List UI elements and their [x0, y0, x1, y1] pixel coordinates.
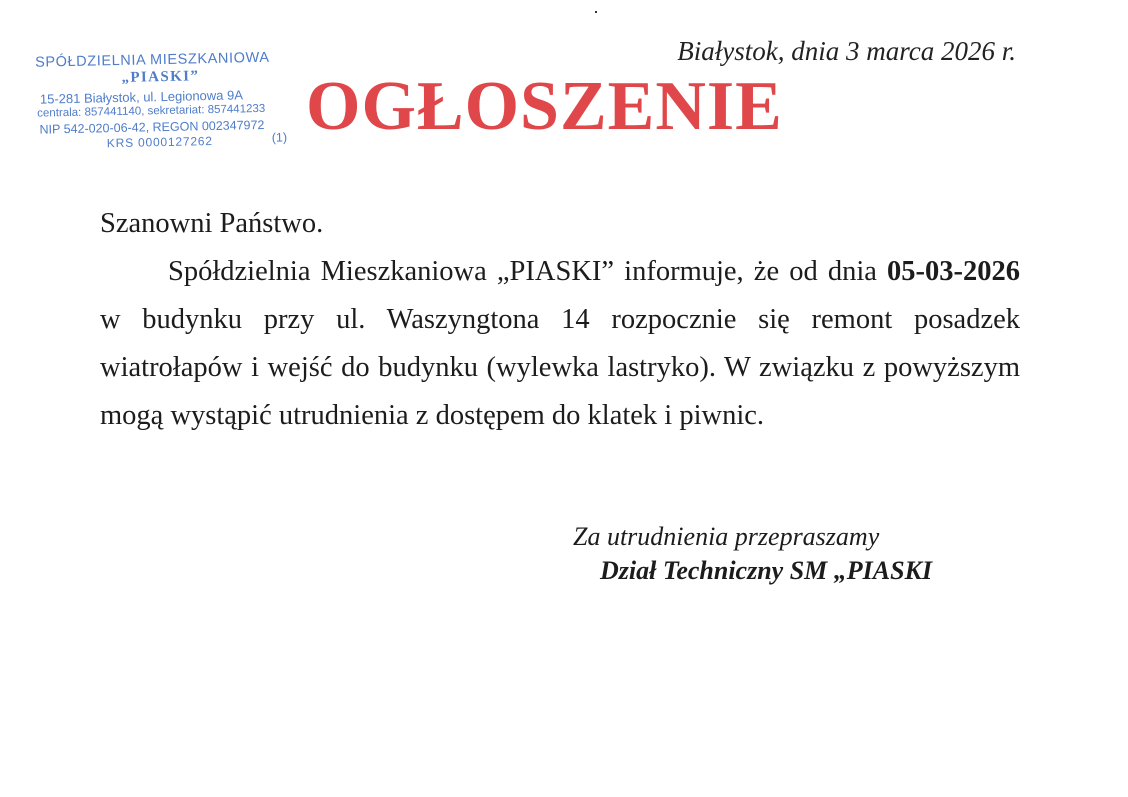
stamp-line-number: (1) [271, 130, 288, 145]
stamp-line-name: SPÓŁDZIELNIA MIESZKANIOWA [34, 49, 270, 71]
stamp-line-nip-regon: NIP 542-020-06-42, REGON 002347972 [39, 117, 265, 137]
stamp-line-brand: „PIASKI” [121, 68, 200, 86]
announcement-title: OGŁOSZENIE [306, 68, 783, 145]
closing-block [573, 522, 932, 586]
paragraph-intro: Spółdzielnia Mieszkaniowa „PIASKI” informuje, że od dnia [168, 256, 888, 287]
stamp-line-address: 15-281 Białystok, ul. Legionowa 9A [39, 87, 244, 107]
start-date: 05-03-2026 [887, 256, 1020, 287]
announcement-body [100, 200, 1020, 440]
greeting: Szanowni Państwo. [100, 208, 324, 239]
apology-line: Za utrudnienia przepraszamy [573, 522, 880, 551]
stamp-line-phones: centrala: 857441140, sekretariat: 857441233 [37, 102, 266, 120]
signature-line: Dział Techniczny SM „PIASKI [600, 556, 933, 585]
cooperative-stamp [33, 47, 297, 156]
announcement-paragraph [100, 248, 1020, 440]
scan-speck [595, 11, 597, 13]
paragraph-details: w budynku przy ul. Waszyngtona 14 rozpocznie się remont posadzek wiatrołapów i wejść do budynku (wylewka lastryko). W związku z powyższym mogą wystąpić utrudnienia z dostępem do klatek i piwnic. [100, 304, 1020, 431]
place-and-date: Białystok, dnia 3 marca 2026 r. [677, 36, 1016, 66]
stamp-line-krs: KRS 0000127262 [106, 134, 213, 151]
